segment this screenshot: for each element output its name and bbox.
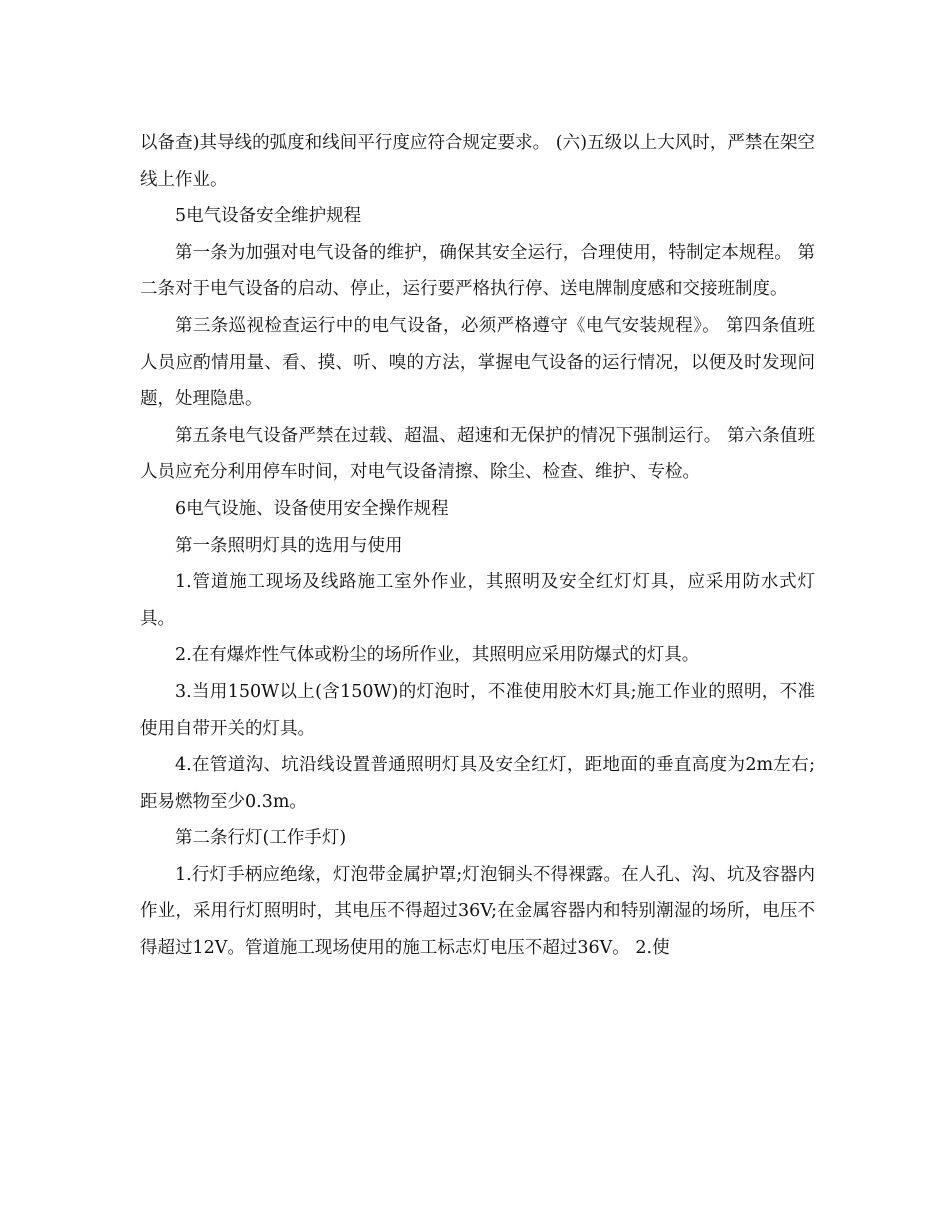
paragraph: 第三条巡视检查运行中的电气设备，必须严格遵守《电气安装规程》。 第四条值班人员应酌情用量、看、摸、听、嗅的方法，掌握电气设备的运行情况，以便及时发现问题，处理隐患。 <box>140 315 815 410</box>
paragraph: 1.管道施工现场及线路施工室外作业，其照明及安全红灯灯具，应采用防水式灯具。 <box>140 572 815 629</box>
paragraph: 第五条电气设备严禁在过载、超温、超速和无保护的情况下强制运行。 第六条值班人员应充分利用停车时间，对电气设备清擦、除尘、检查、维护、专检。 <box>140 425 815 483</box>
paragraph: 4.在管道沟、坑沿线设置普通照明灯具及安全红灯，距地面的垂直高度为2m左右;距易燃物至少0.3m。 <box>140 755 815 812</box>
paragraph: 第一条为加强对电气设备的维护，确保其安全运行，合理使用，特制定本规程。 第二条对于电气设备的启动、停止，运行要严格执行停、送电牌制度感和交接班制度。 <box>140 242 815 300</box>
paragraph: 5电气设备安全维护规程 <box>175 206 362 227</box>
paragraph: 第二条行灯(工作手灯) <box>175 828 347 849</box>
paragraph: 2.在有爆炸性气体或粉尘的场所作业，其照明应采用防爆式的灯具。 <box>175 645 700 666</box>
paragraph: 1.行灯手柄应绝缘，灯泡带金属护罩;灯泡铜头不得裸露。在人孔、沟、坑及容器内作业，采用行灯照明时，其电压不得超过36V;在金属容器内和特别潮湿的场所，电压不得超过12V。管道施工现场使用的施工标志灯电压不超过36V。 2.使 <box>140 864 815 959</box>
paragraph: 第一条照明灯具的选用与使用 <box>175 535 403 556</box>
paragraph: 3.当用150W以上(含150W)的灯泡时，不准使用胶木灯具;施工作业的照明，不准使用自带开关的灯具。 <box>140 681 815 739</box>
paragraph: 6电气设施、设备使用安全操作规程 <box>175 498 449 519</box>
document-page <box>140 125 815 967</box>
paragraph: 以备查)其导线的弧度和线间平行度应符合规定要求。 (六)五级以上大风时，严禁在架空线上作业。 <box>140 133 815 190</box>
